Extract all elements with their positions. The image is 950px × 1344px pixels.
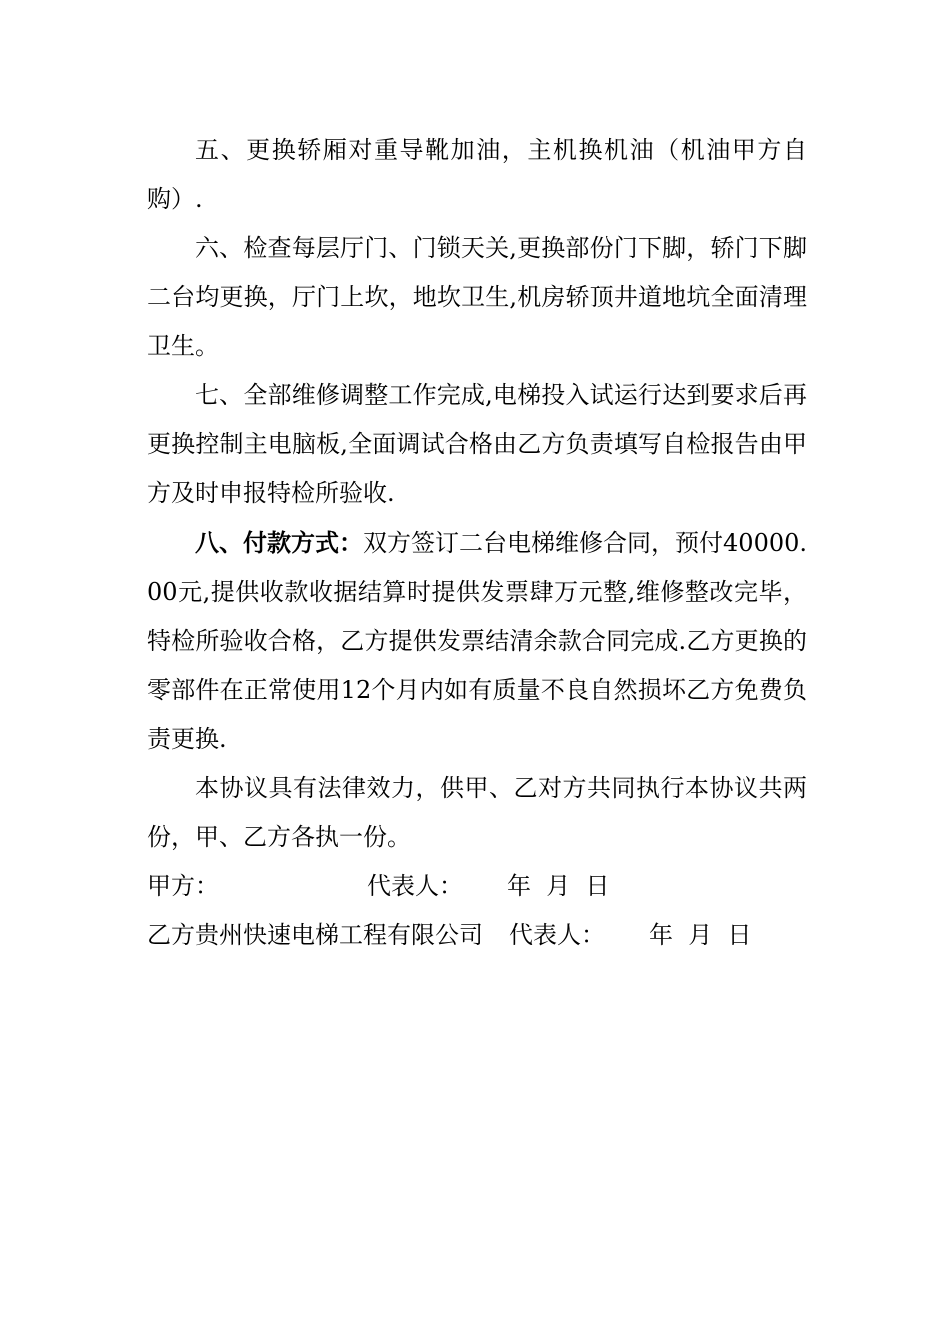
- party-a-date: 年 月 日: [507, 872, 610, 900]
- party-a-rep-label: 代表人：: [367, 872, 463, 900]
- party-b-date: 年 月 日: [649, 921, 752, 949]
- party-a-signature-line: [147, 862, 807, 911]
- clause-five: 五、更换轿厢对重导靴加油，主机换机油（机油甲方自购）.: [147, 136, 807, 213]
- party-b-label: 乙方贵州快速电梯工程有限公司: [147, 921, 483, 949]
- clause-seven: 七、全部维修调整工作完成,电梯投入试运行达到要求后再更换控制主电脑板,全面调试合格由乙方负责填写自检报告由甲方及时申报特检所验收.: [147, 381, 807, 507]
- payment-terms: 双方签订二台电梯维修合同，预付40000.00元,提供收款收据结算时提供发票肆万元整,维修整改完毕，特检所验收合格，乙方提供发票结清余款合同完成.乙方更换的零部件在正常使用12个月内如有质量不良自然损坏乙方免费负责更换.: [147, 529, 808, 753]
- party-b-signature-line: [147, 911, 807, 960]
- party-b-rep-label: 代表人：: [509, 921, 605, 949]
- legal-effect-clause: 本协议具有法律效力，供甲、乙对方共同执行本协议共两份，甲、乙方各执一份。: [147, 774, 807, 851]
- clause-eight-payment: [147, 518, 807, 764]
- document-page: [147, 126, 807, 960]
- clause-six: 六、检查每层厅门、门锁天关,更换部份门下脚，轿门下脚二台均更换，厅门上坎，地坎卫生,机房轿顶井道地坑全面清理卫生。: [147, 234, 807, 360]
- payment-heading: 八、付款方式：: [195, 528, 364, 557]
- party-a-label: 甲方：: [147, 872, 219, 900]
